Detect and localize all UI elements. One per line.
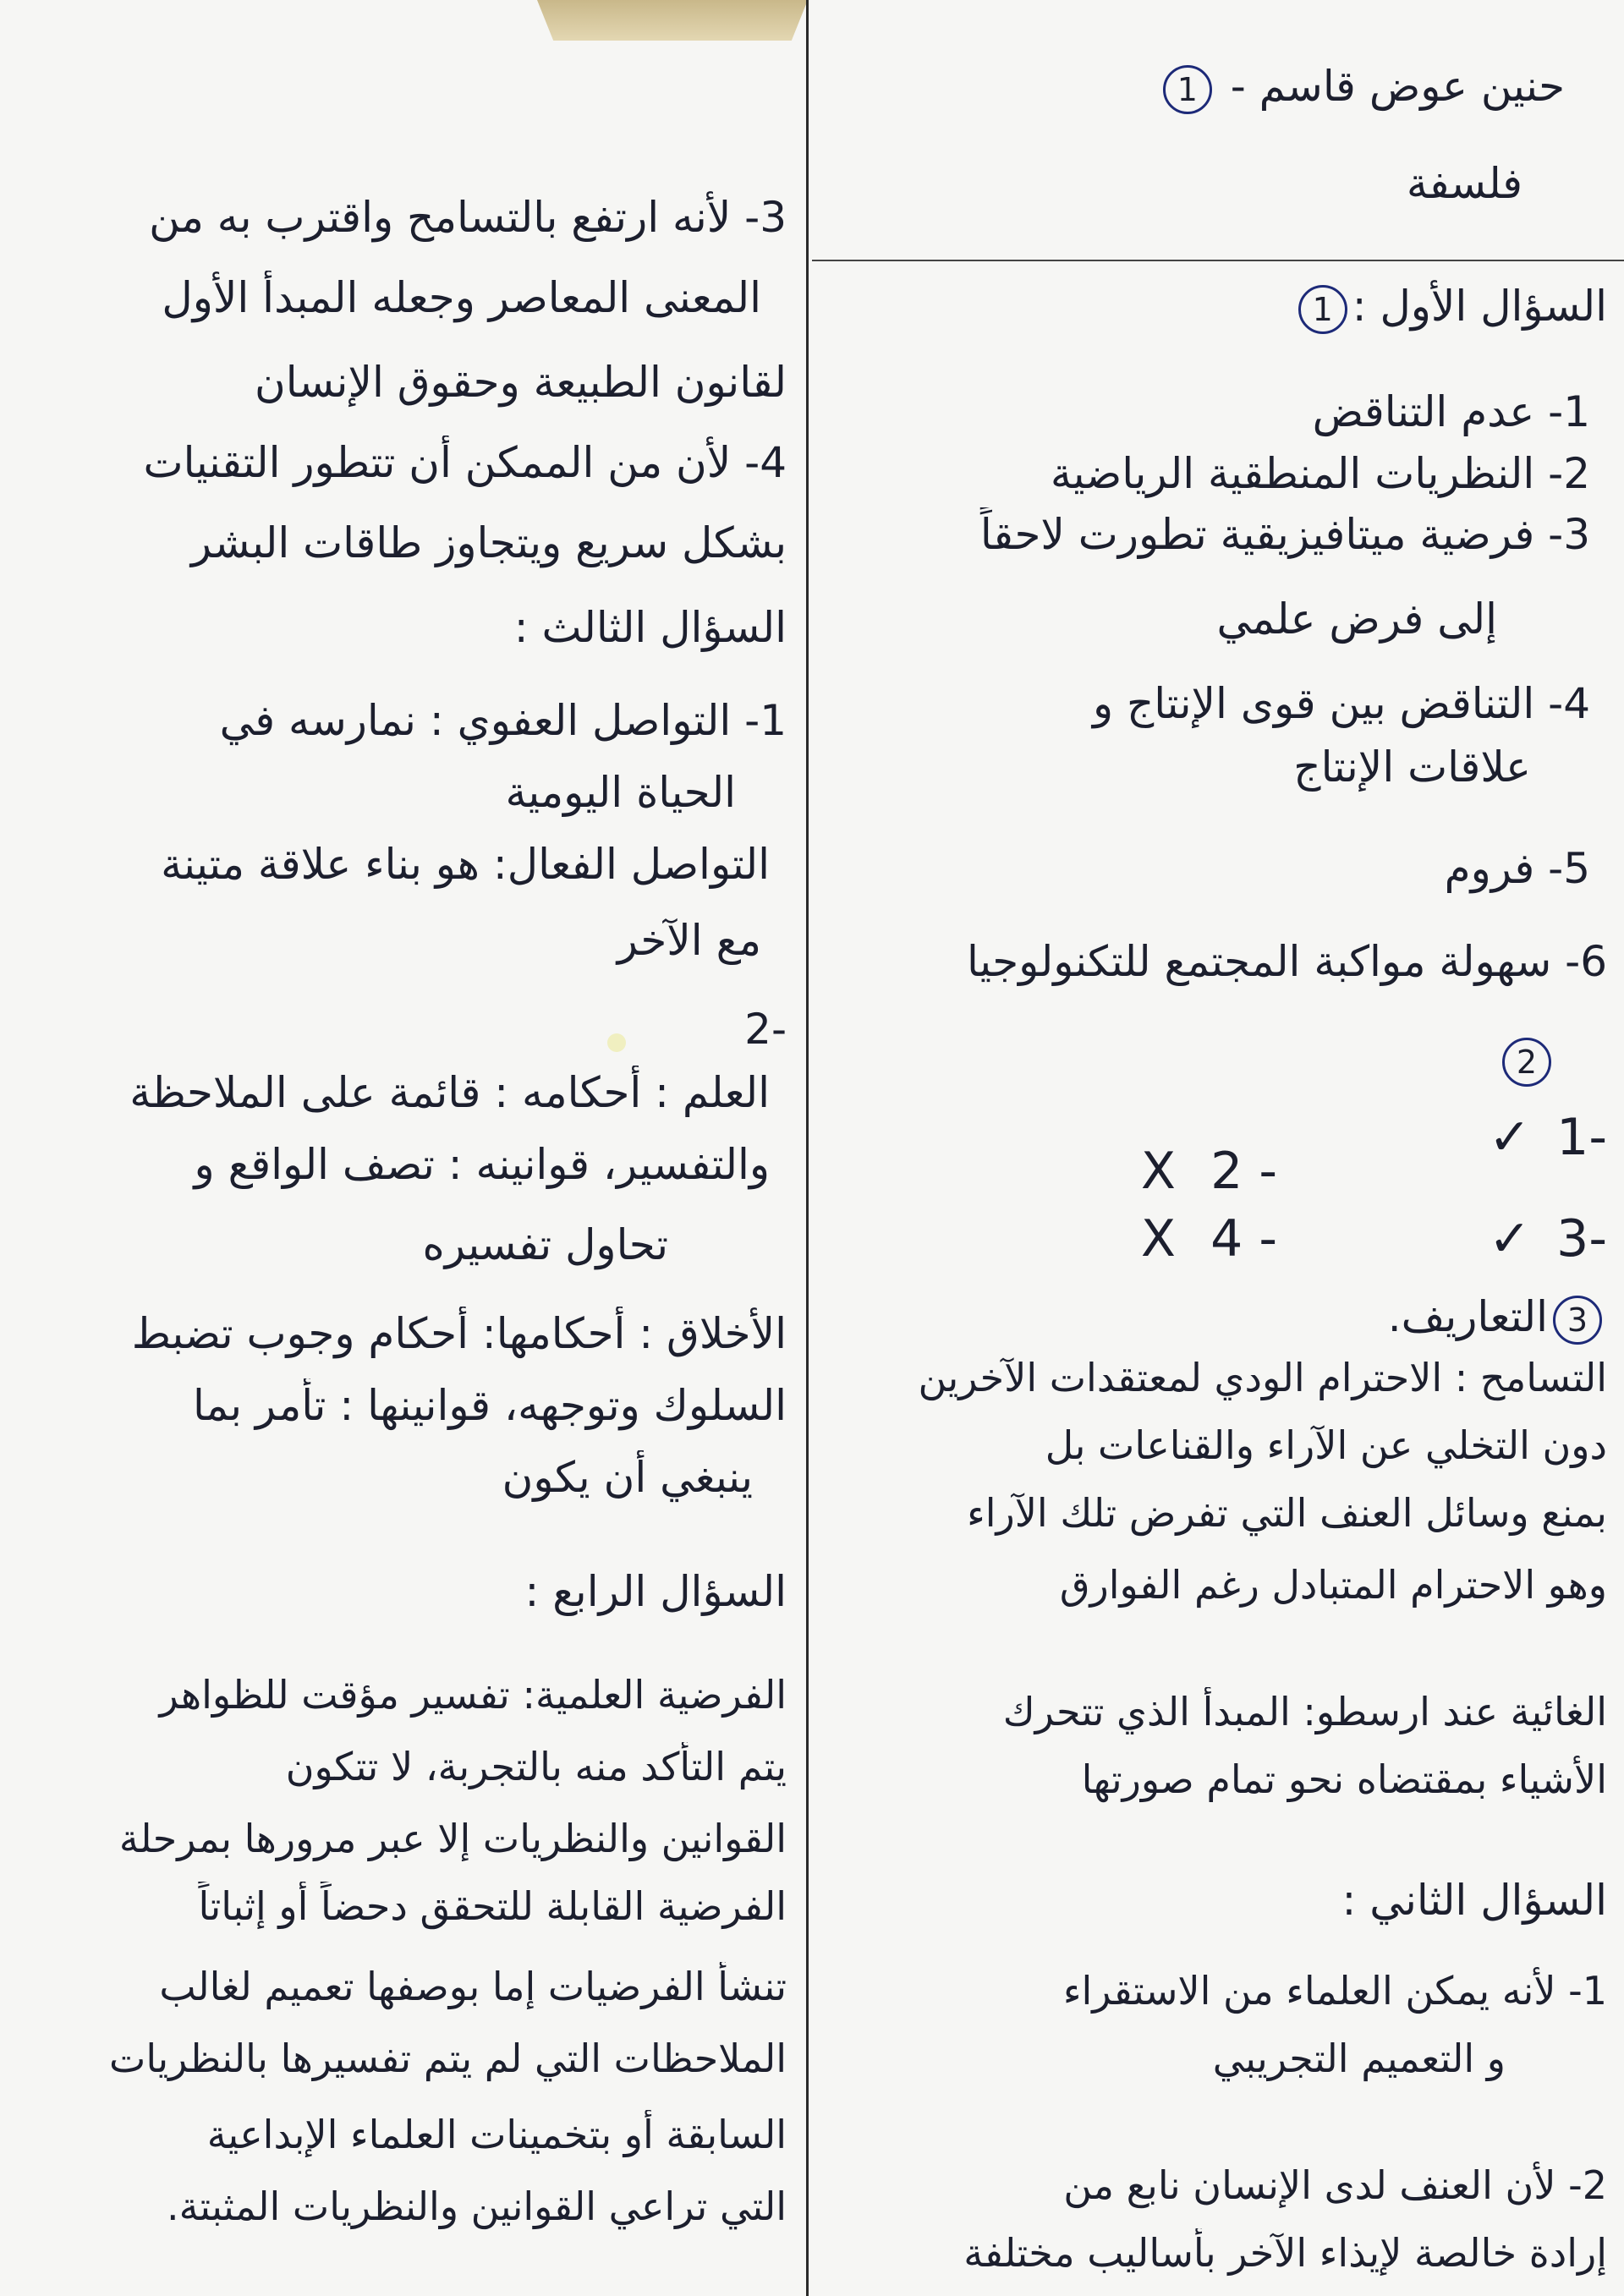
q3-line-2: الحياة اليومية [505, 768, 736, 817]
q2-cont-line-1: 3- لأنه ارتفع بالتسامح واقترب به من [149, 193, 787, 242]
q4-line-7: السابقة أو بتخمينات العلماء الإبداعية [206, 2112, 787, 2157]
q2-title: السؤال الثاني : [1341, 1876, 1607, 1925]
definition-line-2: دون التخلي عن الآراء والقناعات بل [1045, 1422, 1607, 1468]
q4-line-1: الفرضية العلمية: تفسير مؤقت للظواهر [159, 1672, 787, 1718]
true-false-answers [814, 1091, 1624, 1285]
q4-line-3: القوانين والنظريات إلا عبر مرورها بمرحلة [118, 1816, 787, 1861]
q2-answer-1: 1- لأنه يمكن العلماء من الاستقراء [1062, 1968, 1607, 2014]
q4-line-4: الفرضية القابلة للتحقق دحضاً أو إثباتاً [198, 1883, 787, 1929]
q1-answer-1: 1- عدم التناقض [1312, 387, 1590, 436]
tf-item-3: 3- [1556, 1209, 1607, 1269]
definitions-title-line [820, 1290, 1607, 1345]
part2-line [820, 1032, 1556, 1087]
q3-line-8: تحاول تفسيره [422, 1220, 668, 1269]
q1-section-badge: 1 [1298, 285, 1347, 334]
q3-line-7: والتفسير، قوانينه : تصف الواقع و [194, 1140, 770, 1189]
q3-line-9: الأخلاق : أحكامها: أحكام وجوب تضبط [131, 1309, 787, 1358]
tf-item-1: 1- [1556, 1108, 1607, 1167]
tf-mark-2: X [1140, 1142, 1176, 1201]
q3-line-5: -2 [744, 1005, 787, 1054]
q3-title: السؤال الثالث : [513, 603, 787, 652]
tf-mark-1: ✓ [1488, 1108, 1531, 1167]
student-name-line [820, 59, 1565, 114]
tf-item-4: 4 - [1210, 1209, 1277, 1269]
q3-line-11: ينبغي أن يكون [502, 1453, 753, 1502]
q2-cont-line-5: بشكل سريع ويتجاوز طاقات البشر [190, 518, 787, 567]
definition-line-3: بمنع وسائل العنف التي تفرض تلك الآراء [967, 1490, 1607, 1536]
q2-cont-line-2: المعنى المعاصر وجعله المبدأ الأول [162, 273, 761, 322]
left-column [0, 0, 804, 2296]
tf-item-2: 2 - [1210, 1142, 1277, 1201]
part2-badge: 2 [1502, 1038, 1551, 1087]
q1-title-line [820, 279, 1607, 334]
definition-line-4: وهو الاحترام المتبادل رغم الفوارق [1059, 1562, 1607, 1608]
q3-line-1: 1- التواصل العفوي : نمارسه في [219, 696, 787, 745]
student-name: حنين عوض قاسم - [1216, 62, 1565, 111]
subject-label: فلسفة [1406, 159, 1522, 208]
q4-line-2: يتم التأكد منه بالتجربة، لا تتكون [285, 1744, 787, 1789]
q4-line-8: التي تراعي القوانين والنظريات المثبتة. [166, 2184, 787, 2229]
definition-line-1: التسامح : الاحترام الودي لمعتقدات الآخرين [918, 1355, 1607, 1400]
q2-cont-line-3: لقانون الطبيعة وحقوق الإنسان [254, 358, 787, 407]
definition-line-6: الأشياء بمقتضاه نحو تمام صورتها [1081, 1756, 1607, 1802]
part3-badge: 3 [1553, 1296, 1602, 1345]
q4-line-5: تنشأ الفرضيات إما بوصفها تعميم لغالب [159, 1964, 787, 2009]
definition-line-5: الغائية عند ارسطو: المبدأ الذي تتحرك [1002, 1689, 1607, 1734]
q2-answer-2: 2- لأن العنف لدى الإنسان نابع من [1063, 2162, 1607, 2208]
q1-answer-4: 4- التناقض بين قوى الإنتاج و [1092, 679, 1590, 728]
q1-answer-3-cont: إلى فرض علمي [1216, 595, 1497, 644]
q1-answer-2: 2- النظريات المنطقية الرياضية [1050, 449, 1590, 498]
q2-answer-2-cont: إرادة خالصة لإيذاء الآخر بأساليب مختلفة [963, 2230, 1607, 2276]
q3-line-4: مع الآخر [617, 916, 761, 965]
q3-line-3: التواصل الفعال: هو بناء علاقة متينة [161, 840, 770, 889]
q3-line-10: السلوك وتوجهه، قوانينها : تأمر بما [192, 1381, 787, 1430]
q2-answer-1-cont: و التعميم التجريبي [1212, 2036, 1506, 2081]
column-divider [806, 0, 809, 2296]
q1-answer-4-cont: علاقات الإنتاج [1293, 743, 1531, 792]
q1-title: السؤال الأول : [1352, 282, 1607, 331]
tf-mark-4: X [1140, 1209, 1176, 1269]
q3-line-6: العلم : أحكامه : قائمة على الملاحظة [129, 1068, 770, 1117]
tf-mark-3: ✓ [1488, 1209, 1531, 1269]
q1-answer-3: 3- فرضية ميتافيزيقية تطورت لاحقاً [979, 510, 1590, 559]
q4-line-6: الملاحظات التي لم يتم تفسيرها بالنظريات [109, 2036, 787, 2081]
q1-answer-6: 6- سهولة مواكبة المجتمع للتكنولوجيا [966, 937, 1607, 986]
page-number-badge: 1 [1163, 65, 1212, 114]
q2-cont-line-4: 4- لأن من الممكن أن تتطور التقنيات [143, 438, 787, 487]
q1-answer-5: 5- فروم [1444, 844, 1590, 893]
definitions-title: التعاريف. [1387, 1292, 1548, 1341]
q4-title: السؤال الرابع : [524, 1567, 787, 1616]
